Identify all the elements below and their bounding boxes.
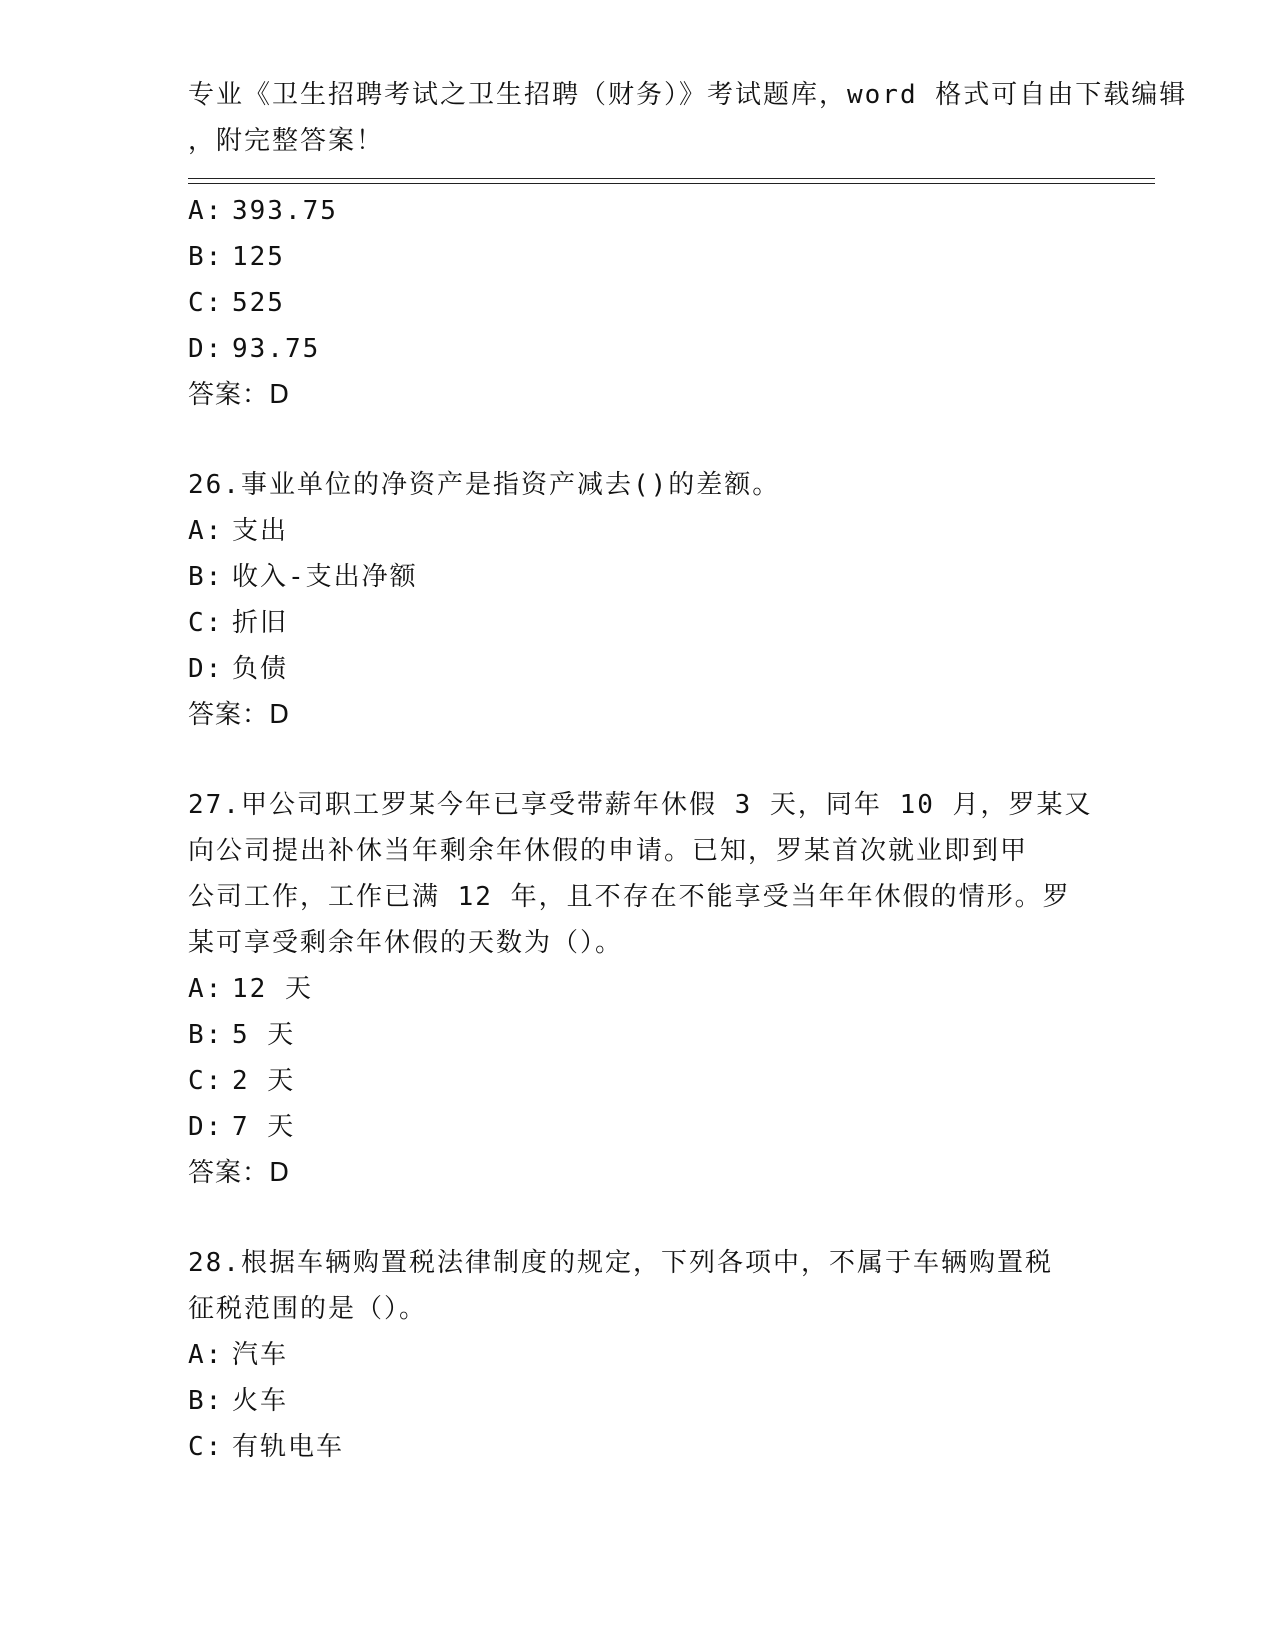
option-c: C: 2 天 <box>188 1066 296 1096</box>
option-a: A: 393.75 <box>188 196 338 226</box>
question-stem-line-1: 28.根据车辆购置税法律制度的规定，下列各项中，不属于车辆购置税 <box>188 1248 1053 1278</box>
option-b: B: 收入-支出净额 <box>188 562 418 592</box>
question-stem-line-4: 某可享受剩余年休假的天数为（）。 <box>188 928 624 958</box>
option-a: A: 汽车 <box>188 1340 289 1370</box>
option-d: D: 7 天 <box>188 1112 296 1142</box>
answer-line: 答案：D <box>188 700 291 730</box>
answer-line: 答案：D <box>188 380 291 410</box>
option-d: D: 93.75 <box>188 334 321 364</box>
option-c: C: 有轨电车 <box>188 1432 345 1462</box>
answer-line: 答案：D <box>188 1158 291 1188</box>
question-28 <box>188 1240 1088 1470</box>
question-stem-line-3: 公司工作，工作已满 12 年，且不存在不能享受当年年休假的情形。罗 <box>188 882 1071 912</box>
option-b: B: 火车 <box>188 1386 289 1416</box>
question-stem-line-2: 征税范围的是（）。 <box>188 1294 428 1324</box>
option-c: C: 折旧 <box>188 608 289 638</box>
header-line-2: ，附完整答案！ <box>188 126 385 156</box>
question-stem: 26.事业单位的净资产是指资产减去()的差额。 <box>188 470 781 500</box>
option-b: B: 5 天 <box>188 1020 296 1050</box>
header-rule-bottom <box>188 183 1155 184</box>
question-26 <box>188 462 1088 738</box>
option-a: A: 支出 <box>188 516 289 546</box>
question-27 <box>188 782 1093 1196</box>
option-b: B: 125 <box>188 242 285 272</box>
question-stem-line-2: 向公司提出补休当年剩余年休假的申请。已知，罗某首次就业即到甲 <box>188 836 1029 866</box>
question-stem-line-1: 27.甲公司职工罗某今年已享受带薪年休假 3 天，同年 10 月，罗某又 <box>188 790 1093 820</box>
document-header <box>188 72 1188 164</box>
header-rule-top <box>188 178 1155 179</box>
option-a: A: 12 天 <box>188 974 313 1004</box>
question-25 <box>188 188 1088 418</box>
header-line-1: 专业《卫生招聘考试之卫生招聘（财务）》考试题库，word 格式可自由下载编辑 <box>188 80 1188 110</box>
option-c: C: 525 <box>188 288 285 318</box>
option-d: D: 负债 <box>188 654 289 684</box>
question-list <box>188 188 1093 1470</box>
